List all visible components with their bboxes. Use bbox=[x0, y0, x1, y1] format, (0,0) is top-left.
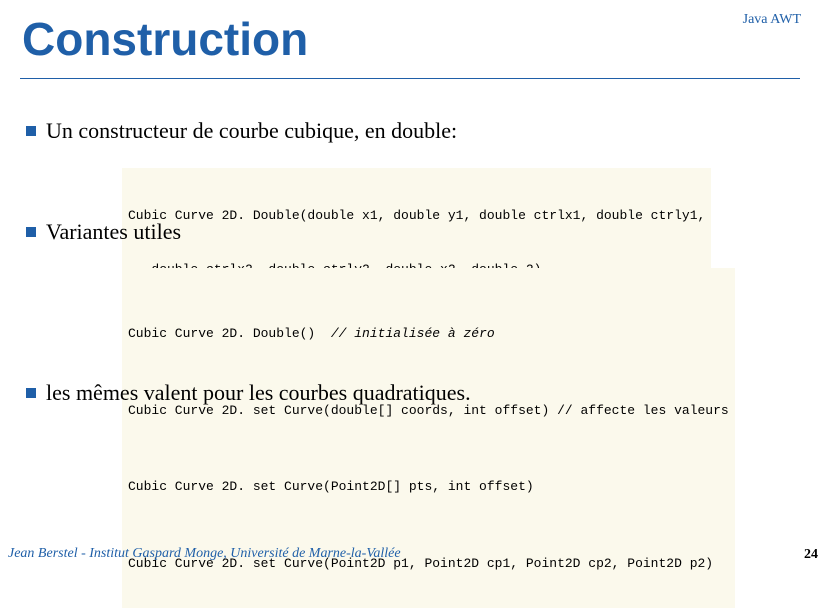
bullet-text: les mêmes valent pour les courbes quadratiques. bbox=[46, 380, 471, 405]
code-comment: // initialisée à zéro bbox=[330, 326, 495, 341]
bullet-item bbox=[26, 118, 457, 144]
footer-credit: Jean Berstel - Institut Gaspard Monge, Université de Marne-la-Vallée bbox=[8, 546, 401, 561]
title-divider bbox=[20, 78, 800, 79]
square-bullet-icon bbox=[26, 388, 36, 398]
square-bullet-icon bbox=[26, 227, 36, 237]
code-text: Cubic Curve 2D. set Curve(Point2D p1, Point2D cp1, Point2D cp2, Point2D p2) bbox=[128, 555, 714, 571]
square-bullet-icon bbox=[26, 126, 36, 136]
code-line bbox=[128, 321, 729, 347]
page-number: 24 bbox=[804, 547, 818, 562]
section-label: Java AWT bbox=[742, 12, 801, 27]
slide-title: Construction bbox=[22, 13, 309, 65]
bullet-item bbox=[26, 380, 471, 406]
bullet-item bbox=[26, 219, 181, 245]
bullet-text: Variantes utiles bbox=[46, 219, 182, 244]
code-line bbox=[128, 474, 729, 500]
code-line: Cubic Curve 2D. Double(double x1, double y1, double ctrlx1, double ctrly1, bbox=[128, 208, 706, 223]
code-text: Cubic Curve 2D. Double() bbox=[128, 326, 331, 341]
code-text: Cubic Curve 2D. set Curve(double[] coords, int offset) // affecte les valeurs bbox=[128, 402, 729, 418]
code-text: Cubic Curve 2D. set Curve(Point2D[] pts, int offset) bbox=[128, 479, 534, 494]
bullet-text: Un constructeur de courbe cubique, en double: bbox=[46, 118, 458, 143]
